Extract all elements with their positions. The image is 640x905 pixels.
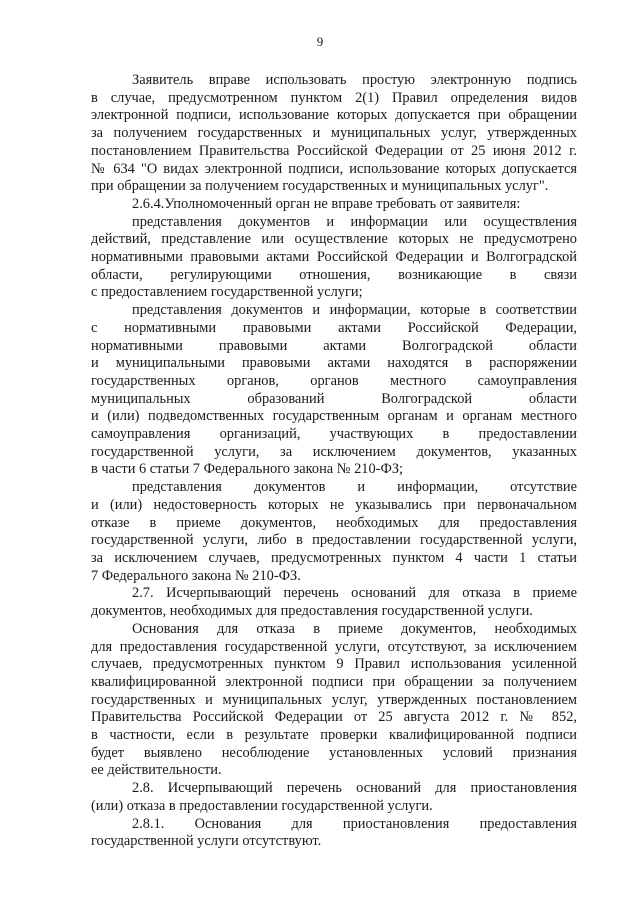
paragraph-2-8-heading: 2.8. Исчерпывающий перечень оснований для приостановления (или) отказа в предоставлении государственной услуги. xyxy=(91,780,577,814)
paragraph-2-6-4-item-1: представления документов и информации или осуществления действий, представление или осуществление которых не предусмотрено нормативными правовыми актами Российской Федерации и Волгоградской области, регулирующими отношения, возникающие в связи с предоставлением государственной услуги; xyxy=(91,213,577,301)
paragraph-2-6-4-item-3: представления документов и информации, отсутствие и (или) недостоверность которых не указывались при первоначальном отказе в приеме документов, необходимых для предоставления государственной услуги, либо в предоставлении государственной услуги, за исключением случаев, предусмотренных пунктом 4 части 1 статьи 7 Федерального закона № 210-ФЗ. xyxy=(91,479,577,584)
paragraph-electronic-signature: Заявитель вправе использовать простую электронную подпись в случае, предусмотренном пунктом 2(1) Правил определения видов электронной подписи, использование которых допускается при обращении за получением государственных и муниципальных услуг, утвержденных постановлением Правительства Российской Федерации от 25 июня 2012 г. № 634 "О видах электронной подписи, использование которых допускается при обращении за получением государственных и муниципальных услуг". xyxy=(91,72,577,195)
page-number: 9 xyxy=(316,34,324,49)
paragraph-2-7-grounds: Основания для отказа в приеме документов, необходимых для предоставления государственной услуги, отсутствуют, за исключением случаев, предусмотренных пунктом 9 Правил использования усиленной квалифицированной электронной подписи при обращении за получением государственных и муниципальных услуг, утвержденных постановлением Правительства Российской Федерации от 25 августа 2012 г. № 852, в частности, если в результате проверки квалифицированной подписи будет выявлено несоблюдение установленных условий признания ее действительности. xyxy=(91,620,577,779)
paragraph-2-7-heading: 2.7. Исчерпывающий перечень оснований для отказа в приеме документов, необходимых для предоставления государственной услуги. xyxy=(91,585,577,620)
paragraph-2-8-1: 2.8.1. Основания для приостановления предоставления государственной услуги отсутствуют. xyxy=(91,815,577,850)
paragraph-2-6-4-item-2: представления документов и информации, которые в соответствии с нормативными правовыми актами Российской Федерации, нормативными правовыми актами Волгоградской области и муниципальными правовыми актами находятся в распоряжении государственных органов, органов местного самоуправления муниципальных образований Волгоградской области и (или) подведомственных государственным органам и органам местного самоуправления организаций, участвующих в предоставлении государственной услуги, за исключением документов, указанных в части 6 статьи 7 Федерального закона № 210-ФЗ; xyxy=(91,302,577,478)
document-body xyxy=(91,72,577,851)
paragraph-2-6-4-heading: 2.6.4.Уполномоченный орган не вправе требовать от заявителя: xyxy=(132,195,521,212)
